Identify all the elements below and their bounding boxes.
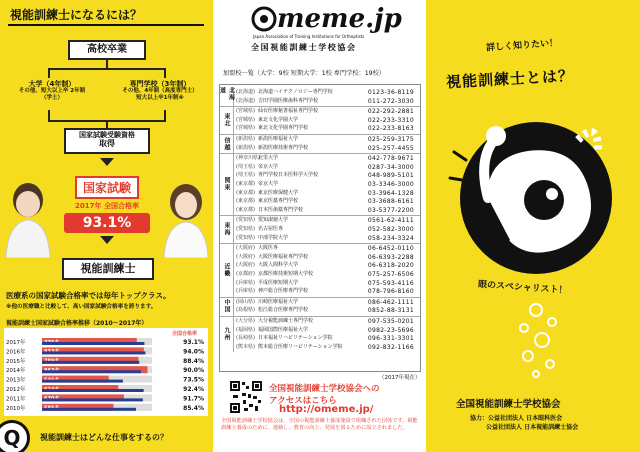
school-pref: (神奈川県) <box>236 155 260 162</box>
univ-sub1: その他、短大以上卒 2年制 <box>18 88 86 95</box>
senmon-sub2: 短大以上卒1年制※ <box>136 94 184 101</box>
school-phone: 042-778-9671 <box>367 155 414 163</box>
school-phone: 06-6393-2288 <box>367 253 414 261</box>
arrow-down <box>100 158 114 166</box>
category-label: 2016年 <box>6 349 26 356</box>
school-name: 日本医歯薬専門学校 <box>258 206 304 213</box>
school-table <box>219 84 421 372</box>
school-phone: 06-6452-0110 <box>367 245 414 253</box>
school-row <box>236 144 418 153</box>
school-pref: (新潟県) <box>236 144 255 151</box>
school-pref: (島根県) <box>236 307 255 314</box>
rate-label: 92.4% <box>183 386 204 393</box>
senmon-sub1: その他、4年制（高度専門士） <box>122 88 198 95</box>
left-panel <box>0 0 213 452</box>
school-name: 帝京大学 <box>258 181 279 187</box>
chart-title: 視能訓練士国家試験合格率推移（2010〜2017年） <box>6 320 148 327</box>
school-name: 専門学校日本医科学大学校 <box>258 172 319 179</box>
become-heading: 視能訓練士になるには？ <box>10 8 143 22</box>
eye-mascot-illustration <box>448 100 618 290</box>
school-name: 東北文化学園専門学校 <box>258 125 309 132</box>
school-name: 大阪人間科学大学 <box>258 262 299 269</box>
pass-note: 医療系の国家試験合格率では毎年トップクラス。 <box>6 291 171 300</box>
school-pref: (宮城県) <box>236 116 255 123</box>
category-label: 2010年 <box>6 405 26 412</box>
region-label: 東北 <box>220 106 234 134</box>
omeme-logo <box>251 4 402 34</box>
step-high-school: 高校卒業 <box>68 40 146 60</box>
connector <box>164 68 166 78</box>
path-university <box>4 80 100 101</box>
school-phone: 022-292-2881 <box>367 108 414 116</box>
school-name: 中部学院大学 <box>258 234 289 241</box>
right-org-name: 全国視能訓練士学校協会 <box>456 399 561 410</box>
school-pref: (東京都) <box>236 198 255 205</box>
region-label: 中国 <box>220 297 234 316</box>
school-row <box>236 124 418 133</box>
path-vocational <box>108 80 212 101</box>
school-phone: 052-582-3000 <box>367 226 414 233</box>
school-name: 川崎医療福祉大学 <box>258 298 299 305</box>
logo-text: meme.jp <box>277 4 402 34</box>
school-name: 大阪医専 <box>258 245 279 252</box>
school-phone: 075-257-6506 <box>367 271 414 278</box>
school-name: 東京医療保健大学 <box>258 189 299 196</box>
rate-label: 94.0% <box>183 348 204 356</box>
school-pref: (大阪府) <box>236 253 255 260</box>
caption: 眼のスペシャリスト！ <box>477 279 568 297</box>
school-phone: 097-535-0201 <box>367 318 414 325</box>
access-text <box>269 382 380 406</box>
rate-label: 90.0% <box>183 367 204 375</box>
univ-sub2: （学士） <box>40 94 63 101</box>
category-label: 2013年 <box>6 377 26 384</box>
site-url-link[interactable]: http://omeme.jp/ <box>279 404 374 415</box>
school-pref: (東京都) <box>236 189 255 196</box>
table-footnote: （2017年現在） <box>379 375 421 381</box>
school-pref: (京都府) <box>236 271 255 277</box>
school-name: 日本福祉リハビリテーション学院 <box>258 335 333 342</box>
qr-code <box>229 380 263 414</box>
rate-label: 88.4% <box>183 357 204 365</box>
connector <box>48 68 50 78</box>
school-name: 大阪医療福祉専門学校 <box>258 253 309 260</box>
school-row <box>236 343 418 352</box>
tagline: 詳しく知りたい！ <box>485 38 559 54</box>
coop-label: 協力： <box>470 415 489 422</box>
rate-label: 93.1% <box>183 339 204 346</box>
category-label: 2015年 <box>6 358 26 365</box>
school-pref: (大阪府) <box>236 245 255 252</box>
rate-label: 73.5% <box>183 376 204 384</box>
step-qualification <box>64 128 150 154</box>
school-phone: 011-272-3030 <box>367 97 414 105</box>
school-row <box>236 234 418 243</box>
school-pref: (北海道) <box>236 97 255 104</box>
school-phone: 022-233-8163 <box>367 125 414 133</box>
rate-bar <box>42 361 139 364</box>
school-row <box>236 206 418 215</box>
logo-sub: Japan Association of Training Institutions for Orthoptists <box>253 34 365 39</box>
school-name: 東北文化学園大学 <box>258 116 299 123</box>
school-phone: 0287-34-3000 <box>367 163 414 171</box>
school-name: 福岡国際医療福祉大学 <box>258 326 309 333</box>
school-pref: (大分県) <box>236 318 255 324</box>
school-name: 熊本総合医療リハビリテーション学院 <box>258 343 343 350</box>
school-name: 仙台医療秘書福祉専門学校 <box>258 108 319 115</box>
univ-title: 大学（4年制） <box>28 80 76 88</box>
school-name: 京都医療技術短期大学校 <box>258 271 314 277</box>
category-label: 2017年 <box>6 340 26 346</box>
school-phone: 092-832-1166 <box>367 343 414 351</box>
region-label: 九州 <box>220 316 234 352</box>
school-name: 大分視能訓練士専門学校 <box>258 318 314 324</box>
school-name: 神戸総合医療専門学校 <box>258 288 309 295</box>
middle-panel <box>213 0 426 452</box>
school-phone: 022-233-3310 <box>367 116 414 124</box>
rate-bar <box>42 380 123 383</box>
exam-card <box>56 176 158 232</box>
heading-underline <box>8 24 204 26</box>
rate-bar <box>42 389 144 392</box>
school-phone: 0561-62-4111 <box>367 217 414 225</box>
school-phone: 058-234-3324 <box>367 234 414 242</box>
access-line2: アクセスはこちら <box>269 396 337 406</box>
access-line1: 全国視能訓練士学校協会への <box>269 384 380 394</box>
right-panel <box>426 0 640 452</box>
school-pref: (岡山県) <box>236 298 255 305</box>
category-label: 2012年 <box>6 387 26 393</box>
rate-label: 85.4% <box>183 404 204 412</box>
student-photo-male <box>2 178 54 258</box>
school-phone: 0123-36-8119 <box>367 89 414 96</box>
member-count: 加盟校一覧（大学：9校 短期大学：1校 専門学校：19校） <box>223 70 385 77</box>
school-phone: 078-796-8160 <box>367 288 414 296</box>
school-phone: 03-5377-2200 <box>367 206 414 214</box>
connector <box>106 120 108 128</box>
legend-label: 全国合格率 <box>172 331 198 337</box>
school-pref: (宮城県) <box>236 125 255 132</box>
school-pref: (愛知県) <box>236 226 255 232</box>
school-name: 東京医薬専門学校 <box>258 198 299 205</box>
bubbles-decoration <box>486 300 586 380</box>
exam-rate: 93.1% <box>64 213 150 233</box>
qual-line2: 取得 <box>99 138 115 148</box>
school-pref: (兵庫県) <box>236 288 255 295</box>
rate-bar <box>42 342 144 345</box>
qual-line1: 国家試験受験資格 <box>79 131 135 139</box>
school-name: 新潟医療技術専門学校 <box>258 144 309 151</box>
region-label: 東海 <box>220 215 234 243</box>
rate-label: 91.7% <box>183 395 204 403</box>
school-pref: (新潟県) <box>236 136 255 142</box>
school-name: 新潟医療福祉大学 <box>258 136 299 142</box>
school-pref: (熊本県) <box>236 343 255 350</box>
school-phone: 0852-88-3131 <box>367 307 414 315</box>
school-name: 平成医療短期大学 <box>258 279 299 286</box>
rate-bar <box>42 408 136 411</box>
category-label: 2014年 <box>6 368 26 375</box>
exam-title: 国家試験 <box>75 176 139 199</box>
school-name: 松江総合医療専門学校 <box>258 307 309 314</box>
coop-1: 公益社団法人 日本眼科医会 <box>488 415 563 422</box>
school-pref: (埼玉県) <box>236 163 255 170</box>
school-name: 帝京大学 <box>258 163 279 170</box>
eye-logo-icon <box>251 6 277 32</box>
school-name: 愛知淑徳大学 <box>258 217 289 224</box>
school-phone: 075-593-4116 <box>367 279 414 287</box>
connector <box>106 60 108 68</box>
school-phone: 086-462-1111 <box>367 298 414 306</box>
cooperation <box>470 414 578 432</box>
exam-year: 2017年 全国合格率 <box>75 202 139 210</box>
region-label: 近畿 <box>220 243 234 297</box>
school-pref: (北海道) <box>236 89 255 95</box>
school-pref: (兵庫県) <box>236 279 255 286</box>
faq-text: 視能訓練士はどんな仕事をするの？ <box>40 433 168 442</box>
region-label: 信越 <box>220 134 234 153</box>
school-pref: (愛知県) <box>236 217 255 224</box>
school-pref: (東京都) <box>236 181 255 187</box>
coop-2: 公益社団法人 日本視能訓練士協会 <box>486 424 579 431</box>
main-title: 視能訓練士とは？ <box>445 66 575 92</box>
school-phone: 096-331-3301 <box>367 335 414 343</box>
senmon-title: 専門学校（3年制） <box>129 80 191 88</box>
faq-q-icon: Q <box>0 420 30 452</box>
school-pref: (長崎県) <box>236 335 255 342</box>
school-phone: 03-3688-6161 <box>367 198 414 206</box>
school-name: 名古屋医専 <box>258 226 284 232</box>
result-orthoptist: 視能訓練士 <box>62 258 154 280</box>
school-phone: 048-989-5101 <box>367 172 414 180</box>
connector <box>48 68 166 70</box>
school-row <box>236 97 418 106</box>
region-label: 関東 <box>220 153 234 215</box>
rate-bar <box>42 351 145 354</box>
region-label: 北海道 <box>220 87 234 106</box>
school-phone: 03-3964-1328 <box>367 189 414 197</box>
school-pref: (福岡県) <box>236 326 255 333</box>
school-pref: (東京都) <box>236 206 255 213</box>
school-pref: (大阪府) <box>236 262 255 269</box>
school-row <box>236 306 418 315</box>
school-row <box>236 287 418 296</box>
school-phone: 0982-23-5696 <box>367 326 414 334</box>
arrow-down <box>100 236 114 244</box>
rate-bar <box>42 398 143 401</box>
school-name: 北里大学 <box>258 155 279 162</box>
pass-note-small: ※他の医療職と比較して、高い国家試験合格率を誇ります。 <box>6 304 157 310</box>
school-name: 吉田学園医療歯科専門学校 <box>258 97 319 104</box>
school-pref: (埼玉県) <box>236 172 255 179</box>
school-name: 北海道ハイテクノロジー専門学校 <box>258 89 333 95</box>
school-phone: 025-259-3175 <box>367 136 414 143</box>
assoc-description: 全国視能訓練士学校協会は、全国の視能訓練士養成施設で組織された団体です。視能訓練士養成のために、連絡し、教育の向上、発展を図るために設立されました。 <box>221 418 418 432</box>
category-label: 2011年 <box>6 396 26 403</box>
org-name: 全国視能訓練士学校協会 <box>251 43 357 52</box>
school-phone: 03-3346-3000 <box>367 181 414 188</box>
school-pref: (宮城県) <box>236 108 255 115</box>
rate-bar <box>42 370 141 373</box>
school-phone: 06-6318-2020 <box>367 262 414 270</box>
student-photo-female <box>160 180 212 258</box>
school-phone: 025-257-4455 <box>367 144 414 152</box>
school-pref: (愛知県) <box>236 234 255 241</box>
pass-rate-chart <box>4 328 208 416</box>
